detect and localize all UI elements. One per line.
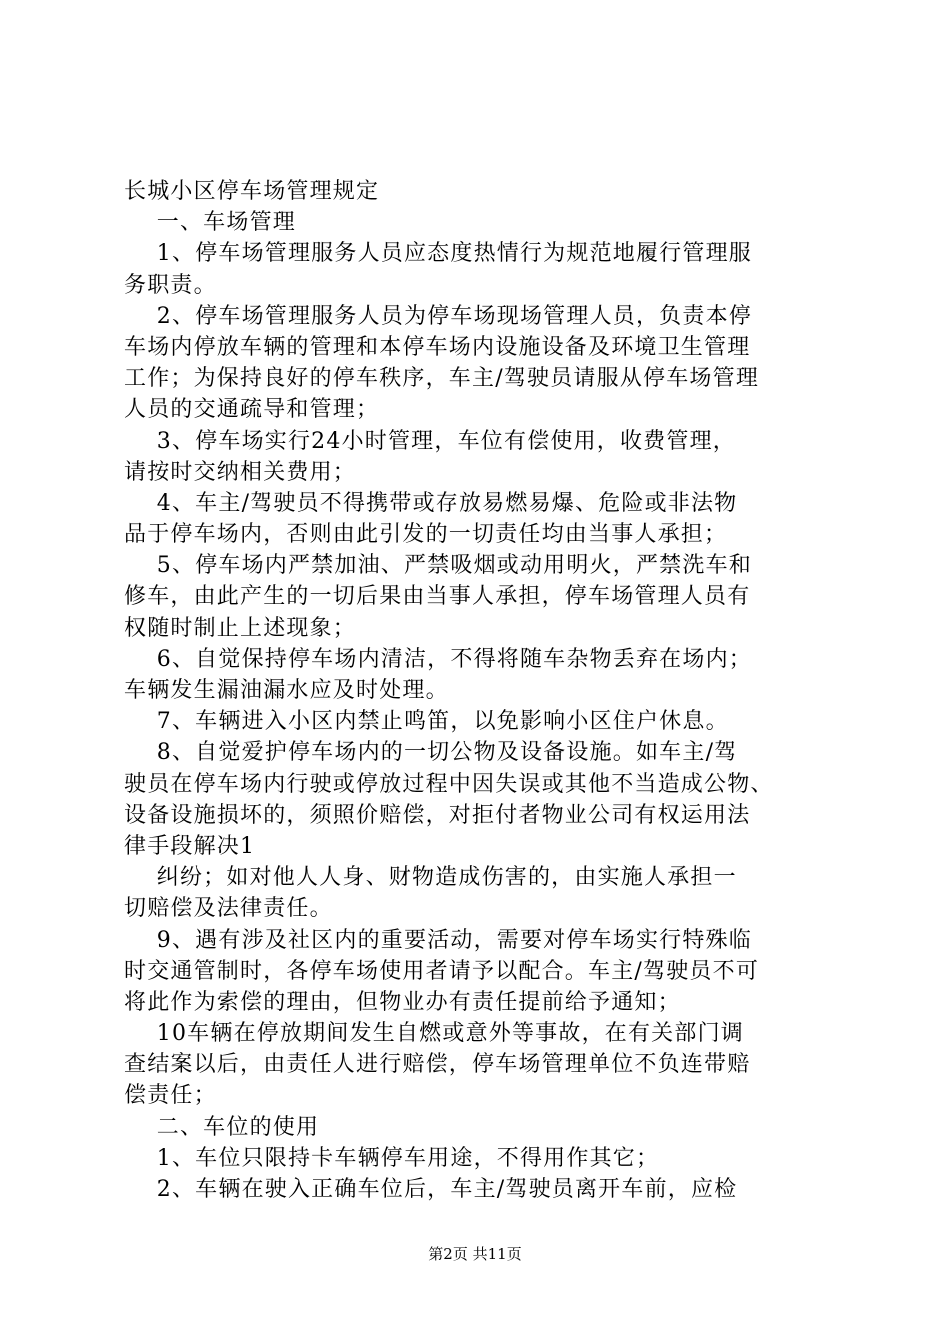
text-line: 修车，由此产生的一切后果由当事人承担，停车场管理人员有 <box>124 584 751 610</box>
text-line: 9、遇有涉及社区内的重要活动，需要对停车场实行特殊临 <box>124 927 752 953</box>
text-line: 2、车辆在驶入正确车位后，车主/驾驶员离开车前，应检 <box>124 1177 738 1202</box>
text-line: 车辆发生漏油漏水应及时处理。 <box>124 678 449 703</box>
text-line: 6、自觉保持停车场内清洁，不得将随车杂物丢弃在场内； <box>124 646 752 672</box>
text-line: 车场内停放车辆的管理和本停车场内设施设备及环境卫生管理 <box>124 334 751 360</box>
text-line: 10车辆在停放期间发生自燃或意外等事故，在有关部门调 <box>124 1021 744 1047</box>
text-line: 驶员在停车场内行驶或停放过程中因失误或其他不当造成公物、 <box>124 771 774 797</box>
text-line: 查结案以后，由责任人进行赔偿，停车场管理单位不负连带赔 <box>124 1052 751 1078</box>
text-line: 二、车位的使用 <box>124 1114 320 1140</box>
text-line: 一、车场管理 <box>124 210 296 236</box>
text-line: 律手段解决1 <box>124 833 256 859</box>
text-line: 设备设施损坏的，须照价赔偿，对拒付者物业公司有权运用法 <box>124 802 751 828</box>
text-line: 7、车辆进入小区内禁止鸣笛，以免影响小区住户休息。 <box>124 709 729 735</box>
text-line: 4、车主/驾驶员不得携带或存放易燃易爆、危险或非法物 <box>124 490 738 516</box>
text-line: 1、停车场管理服务人员应态度热情行为规范地履行管理服 <box>124 241 752 267</box>
text-line: 纠纷；如对他人人身、财物造成伤害的，由实施人承担一 <box>124 865 737 891</box>
page-footer: 第2页 共11页 <box>428 1245 522 1263</box>
text-line: 偿责任； <box>124 1083 217 1109</box>
text-line: 切赔偿及法律责任。 <box>124 896 333 922</box>
text-line: 将此作为索偿的理由，但物业办有责任提前给予通知； <box>124 989 681 1015</box>
document-body <box>124 176 836 1205</box>
text-line: 务职责。 <box>124 272 217 298</box>
text-line: 8、自觉爱护停车场内的一切公物及设备设施。如车主/驾 <box>124 740 738 766</box>
text-line: 工作；为保持良好的停车秩序，车主/驾驶员请服从停车场管理 <box>124 366 760 392</box>
text-line: 请按时交纳相关费用； <box>124 459 357 485</box>
text-line: 时交通管制时，各停车场使用者请予以配合。车主/驾驶员不可 <box>124 958 760 984</box>
text-line: 人员的交通疏导和管理； <box>124 397 380 423</box>
document-title: 长城小区停车场管理规定 <box>124 179 380 204</box>
text-line: 1、车位只限持卡车辆停车用途，不得用作其它； <box>124 1145 660 1171</box>
text-line: 5、停车场内严禁加油、严禁吸烟或动用明火，严禁洗车和 <box>124 553 752 579</box>
text-line: 3、停车场实行24小时管理，车位有偿使用，收费管理， <box>124 428 736 454</box>
text-line: 2、停车场管理服务人员为停车场现场管理人员，负责本停 <box>124 303 752 329</box>
text-line: 品于停车场内，否则由此引发的一切责任均由当事人承担； <box>124 522 728 548</box>
text-line: 权随时制止上述现象； <box>124 615 357 641</box>
